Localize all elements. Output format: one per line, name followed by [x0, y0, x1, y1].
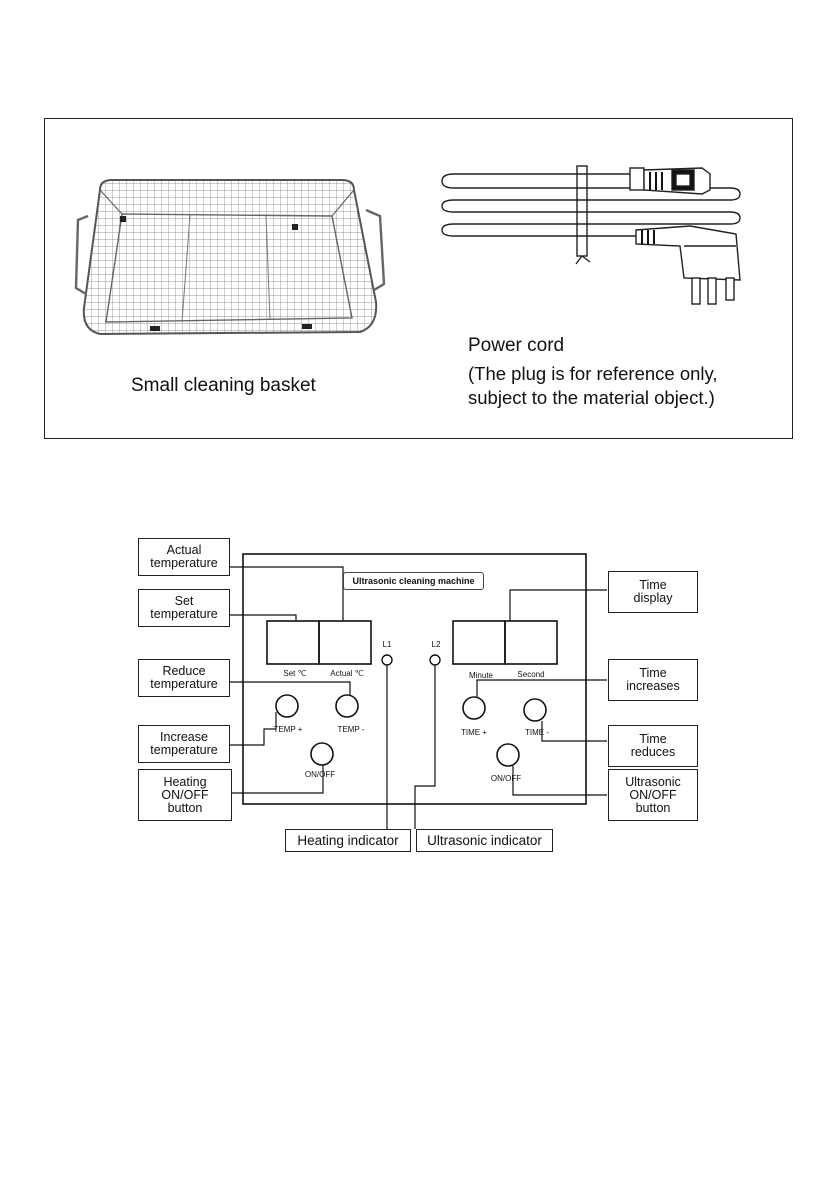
control-panel-outline	[243, 554, 586, 804]
power-cord-title: Power cord	[468, 335, 565, 356]
ultrasonic-onoff-button	[497, 744, 519, 766]
leader-time-display	[510, 590, 607, 621]
power-cord-note-line2: subject to the material object.)	[468, 387, 715, 408]
callout-increase-temperature: Increase temperature	[138, 725, 230, 763]
callout-heating-onoff: Heating ON/OFF button	[138, 769, 232, 821]
temp-plus-button	[276, 695, 298, 717]
basket-caption: Small cleaning basket	[131, 375, 316, 396]
set-display-label: Set ℃	[283, 669, 307, 678]
time-plus-label: TIME +	[460, 728, 487, 737]
leader-reduce-temperature	[229, 682, 350, 695]
second-display-label: Second	[517, 670, 545, 679]
time-minus-label: TIME -	[525, 728, 549, 737]
callout-time-display: Time display	[608, 571, 698, 613]
actual-temperature-display	[319, 621, 371, 664]
time-plus-button	[463, 697, 485, 719]
second-display	[505, 621, 557, 664]
ultrasonic-onoff-label: ON/OFF	[490, 774, 522, 783]
l2-label: L2	[431, 640, 441, 649]
temp-minus-button	[336, 695, 358, 717]
panel-title: Ultrasonic cleaning machine	[343, 572, 484, 590]
ultrasonic-indicator-led	[430, 655, 440, 665]
l1-label: L1	[382, 640, 392, 649]
callout-ultrasonic-onoff: Ultrasonic ON/OFF button	[608, 769, 698, 821]
set-temperature-display	[267, 621, 319, 664]
actual-display-label: Actual ℃	[330, 669, 364, 678]
heating-indicator-led	[382, 655, 392, 665]
callout-time-increases: Time increases	[608, 659, 698, 701]
time-minus-button	[524, 699, 546, 721]
callout-ultrasonic-indicator: Ultrasonic indicator	[416, 829, 553, 852]
callout-set-temperature: Set temperature	[138, 589, 230, 627]
callout-reduce-temperature: Reduce temperature	[138, 659, 230, 697]
leader-time-increases	[477, 680, 607, 697]
temp-minus-label: TEMP -	[337, 725, 365, 734]
power-cord-note-line1: (The plug is for reference only,	[468, 363, 718, 384]
callout-time-reduces: Time reduces	[608, 725, 698, 767]
minute-display	[453, 621, 505, 664]
temp-plus-label: TEMP +	[273, 725, 303, 734]
heating-onoff-label: ON/OFF	[304, 770, 336, 779]
leader-actual-temperature	[229, 567, 343, 621]
callout-actual-temperature: Actual temperature	[138, 538, 230, 576]
heating-onoff-button	[311, 743, 333, 765]
leader-set-temperature	[229, 615, 296, 621]
callout-heating-indicator: Heating indicator	[285, 829, 411, 852]
minute-display-label: Minute	[468, 671, 493, 680]
